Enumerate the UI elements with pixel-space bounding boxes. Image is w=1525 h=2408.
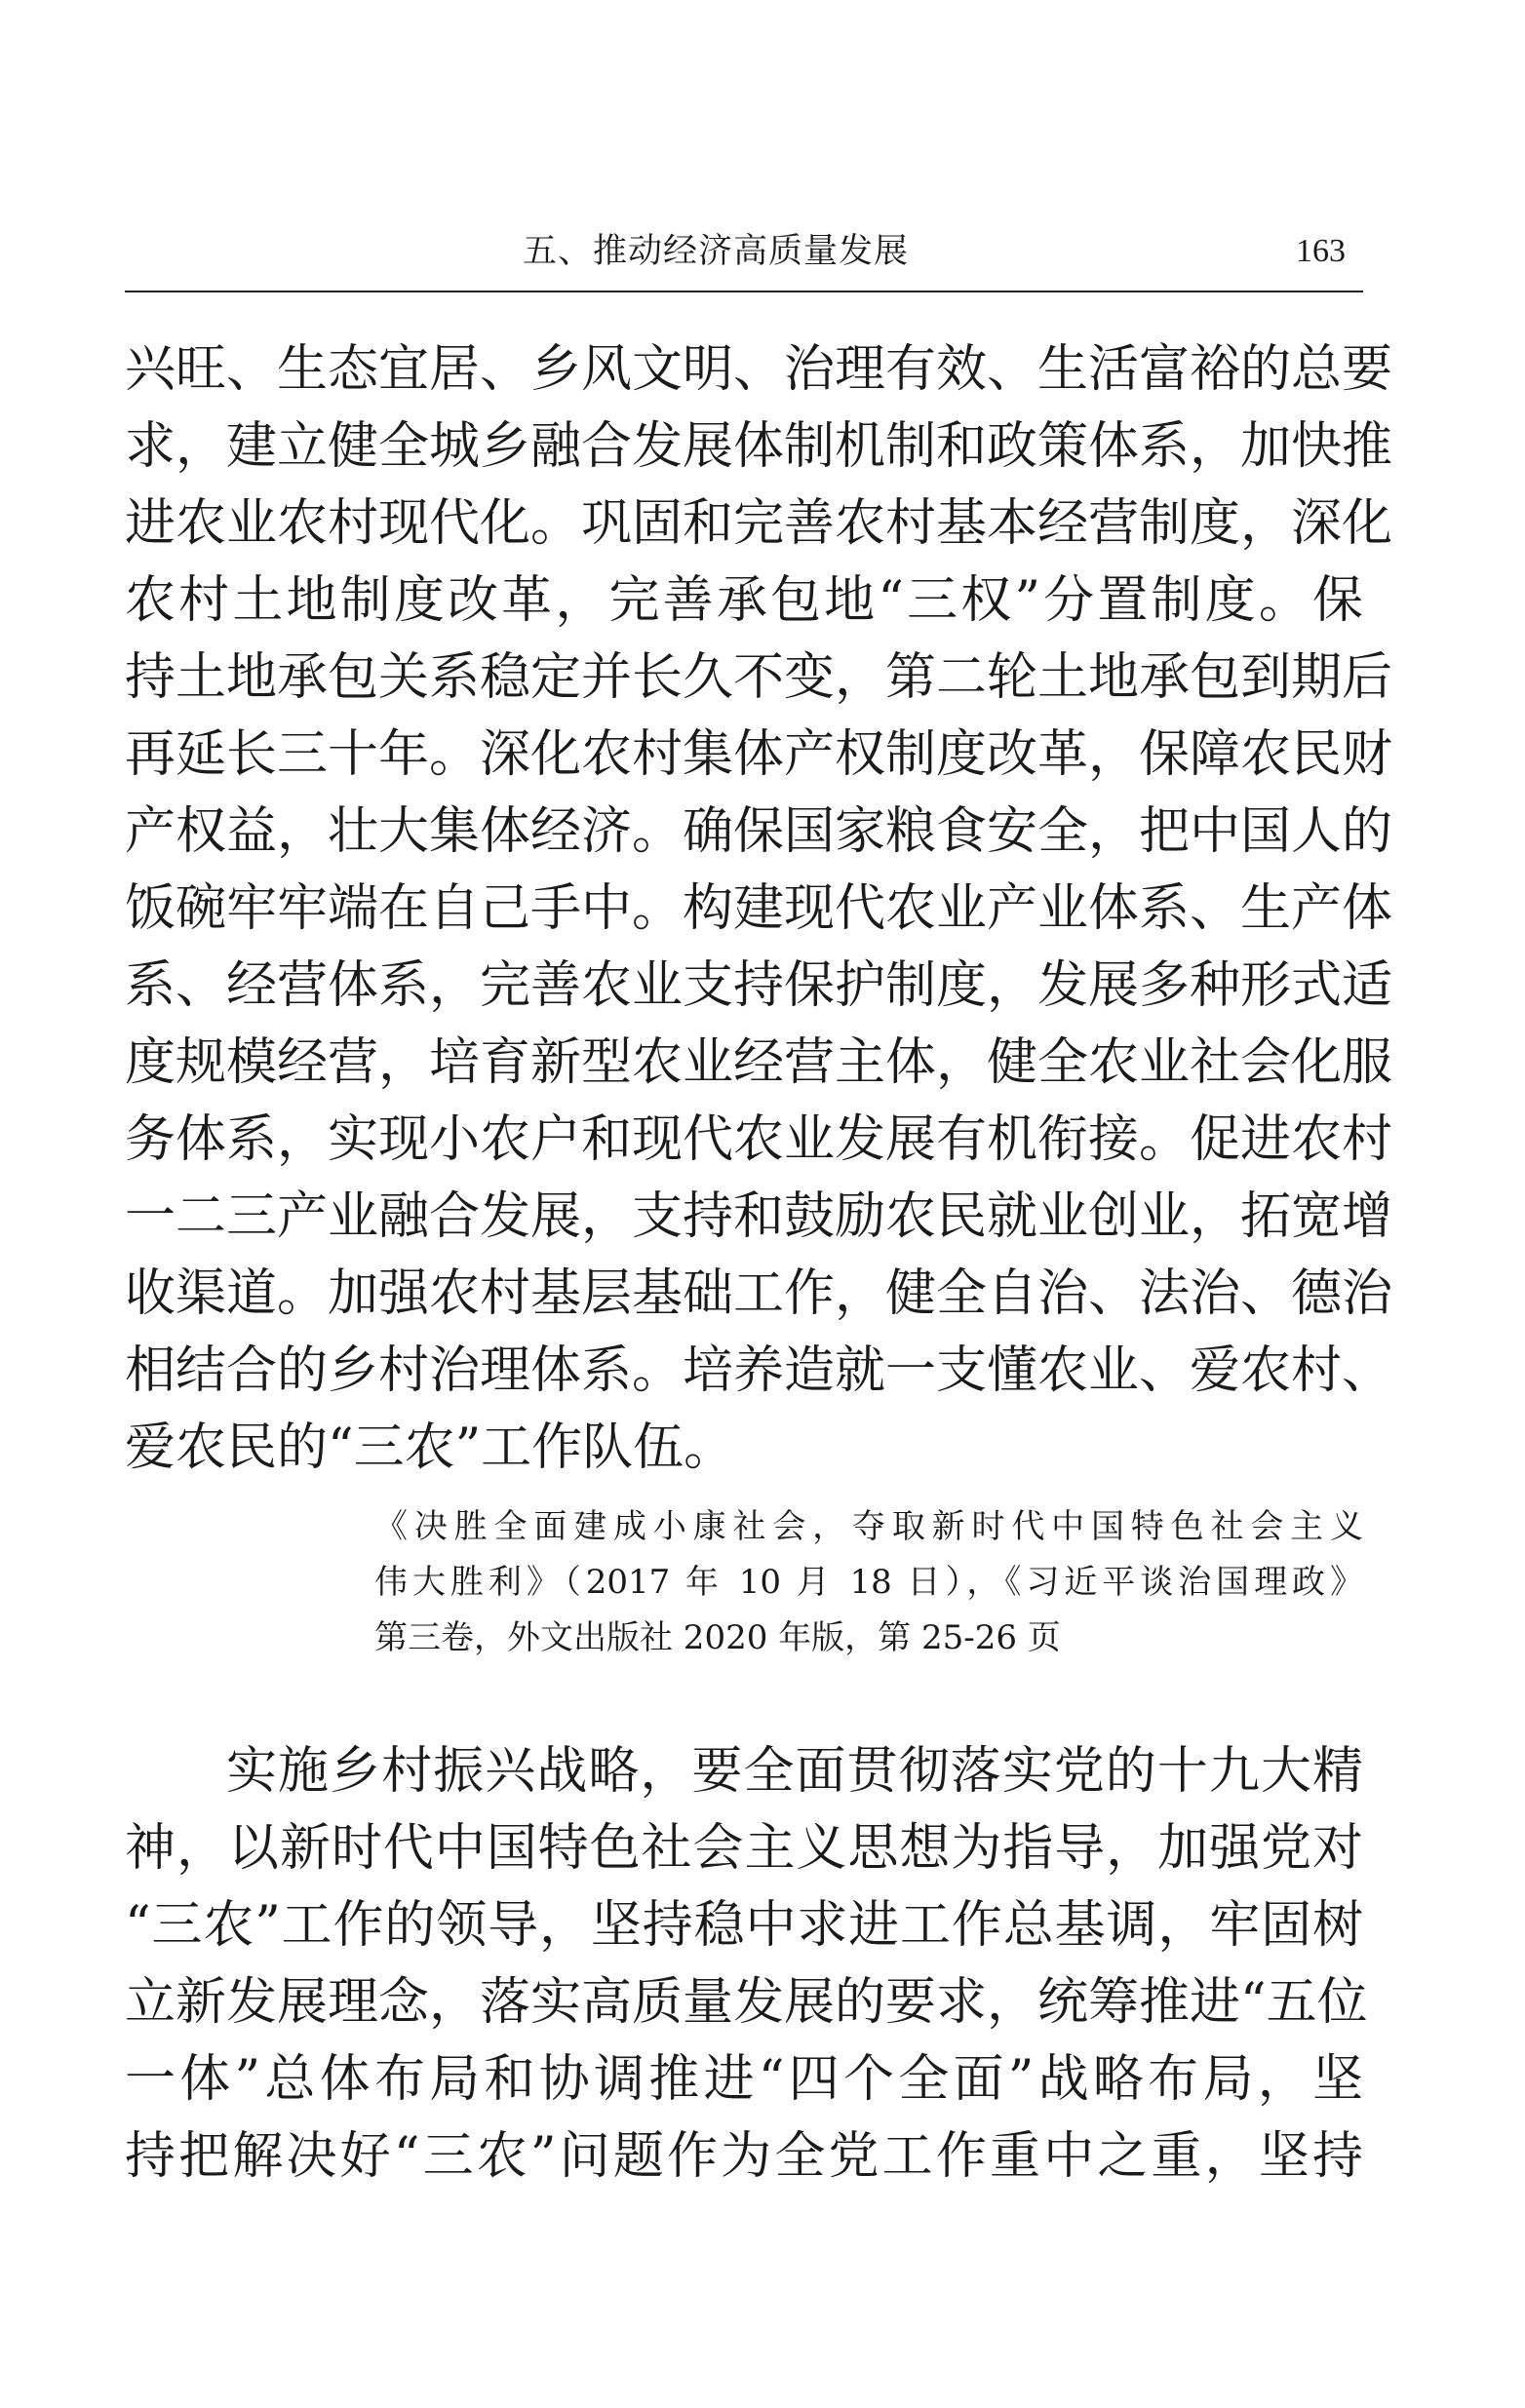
text-line: 实施乡村振兴战略，要全面贯彻落实党的十九大精 (226, 1742, 1363, 1801)
text-line: 一二三产业融合发展，支持和鼓励农民就业创业，拓宽增 (125, 1187, 1393, 1246)
text-line: 爱农民的“三农”工作队伍。 (125, 1418, 735, 1477)
text-line: 饭碗牢牢端在自己手中。构建现代农业产业体系、生产体 (125, 879, 1393, 938)
citation-line: 伟大胜利》（2017 年 10 月 18 日），《习近平谈治国理政》 (374, 1563, 1363, 1602)
text-line: 再延长三十年。深化农村集体产权制度改革，保障农民财 (125, 725, 1393, 784)
text-line: 神，以新时代中国特色社会主义思想为指导，加强党对 (125, 1819, 1363, 1878)
text-line: 产权益，壮大集体经济。确保国家粮食安全，把中国人的 (125, 802, 1393, 861)
text-line: 系、经营体系，完善农业支持保护制度，发展多种形式适 (125, 956, 1393, 1015)
text-line: 相结合的乡村治理体系。培养造就一支懂农业、爱农村、 (125, 1341, 1393, 1400)
citation-block (374, 1499, 1363, 1666)
text-line: 持把解决好“三农”问题作为全党工作重中之重，坚持 (125, 2127, 1363, 2186)
citation-line: 第三卷，外文出版社 2020 年版，第 25-26 页 (374, 1618, 1061, 1657)
text-line: 进农业农村现代化。巩固和完善农村基本经营制度，深化 (125, 494, 1393, 553)
running-header (125, 232, 1363, 292)
body-paragraph-2 (125, 1733, 1368, 2195)
text-line: 度规模经营，培育新型农业经营主体，健全农业社会化服 (125, 1033, 1393, 1092)
text-line: 收渠道。加强农村基层基础工作，健全自治、法治、德治 (125, 1264, 1393, 1323)
body-paragraph-1 (125, 331, 1393, 1487)
text-line: 农村土地制度改革，完善承包地“三权”分置制度。保 (125, 571, 1363, 630)
citation-line: 《决胜全面建成小康社会，夺取新时代中国特色社会主义 (374, 1507, 1363, 1546)
text-line: 一体”总体布局和协调推进“四个全面”战略布局，坚 (125, 2050, 1363, 2109)
chapter-title: 五、推动经济高质量发展 (523, 232, 910, 271)
text-line: 务体系，实现小农户和现代农业发展有机衔接。促进农村 (125, 1110, 1393, 1169)
text-line: 求，建立健全城乡融合发展体制机制和政策体系，加快推 (125, 417, 1393, 476)
text-line: 持土地承包关系稳定并长久不变，第二轮土地承包到期后 (125, 648, 1393, 707)
text-line: “三农”工作的领导，坚持稳中求进工作总基调，牢固树 (125, 1896, 1363, 1955)
text-line: 立新发展理念，落实高质量发展的要求，统筹推进“五位 (125, 1973, 1368, 2032)
text-line: 兴旺、生态宜居、乡风文明、治理有效、生活富裕的总要 (125, 340, 1393, 399)
page-number: 163 (1296, 233, 1346, 269)
